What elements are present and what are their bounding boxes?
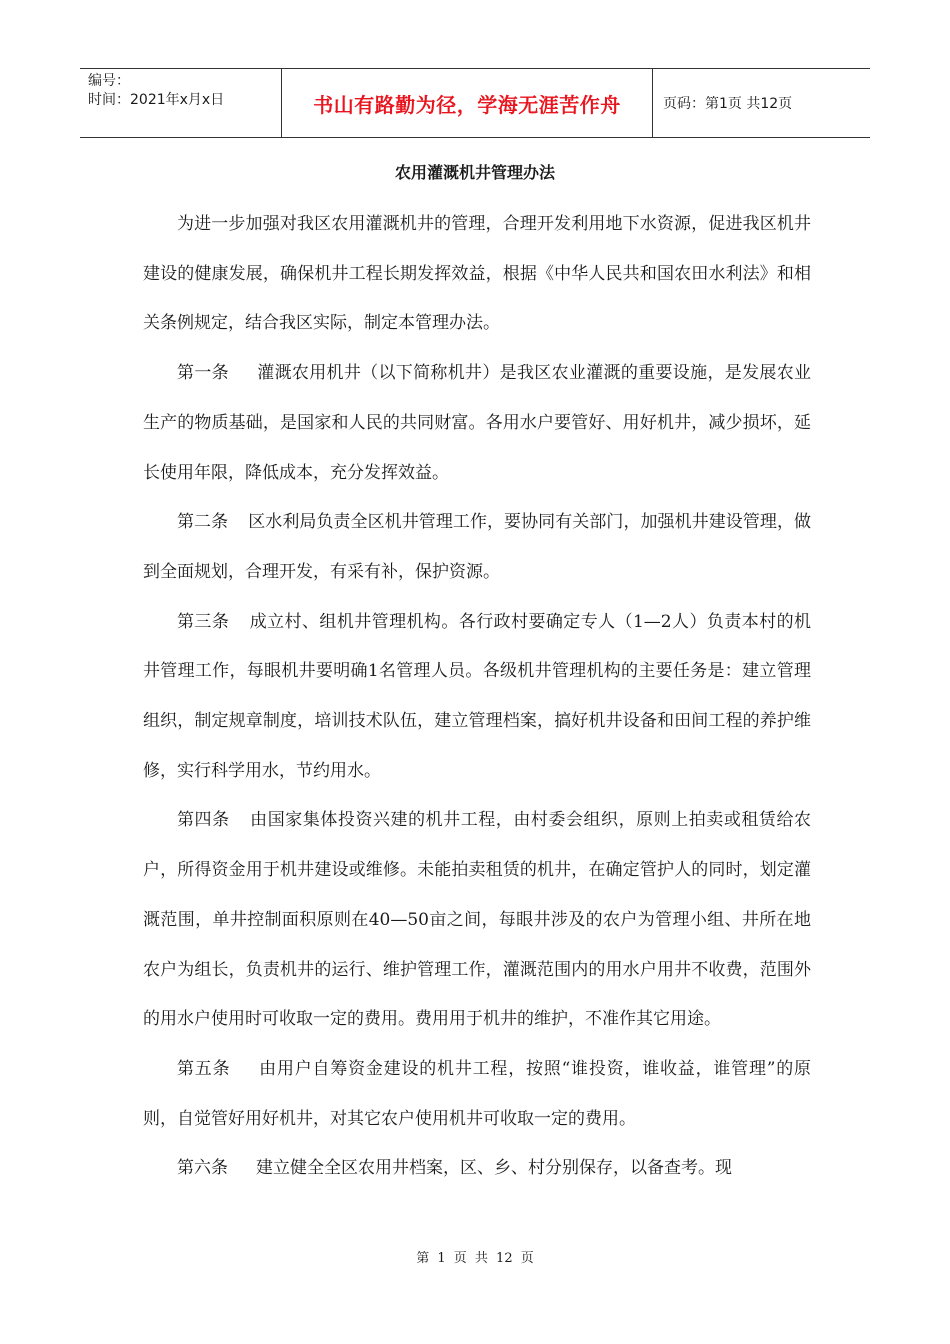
article-number: 第五条 <box>177 1058 231 1079</box>
code-label: 编号： <box>88 73 130 89</box>
header-meta <box>80 69 282 137</box>
paragraph <box>143 796 811 1045</box>
paragraph-text: 为进一步加强对我区农用灌溉机井的管理，合理开发利用地下水资源，促进我区机井建设的健康发展，确保机井工程长期发挥效益，根据《中华人民共和国农田水利法》和相关条例规定，结合我区实际，制定本管理办法。 <box>143 214 811 334</box>
article-number: 第六条 <box>177 1158 228 1179</box>
paragraph-text: 区水利局负责全区机井管理工作，要协同有关部门，加强机井建设管理，做到全面规划，合理开发，有采有补，保护资源。 <box>143 512 812 582</box>
paragraph-text: 灌溉农用机井（以下简称机井）是我区农业灌溉的重要设施，是发展农业生产的物质基础，是国家和人民的共同财富。各用水户要管好、用好机井，减少损坏，延长使用年限，降低成本，充分发挥效益。 <box>143 363 812 483</box>
paragraph-text: 成立村、组机井管理机构。各行政村要确定专人（1—2人）负责本村的机井管理工作，每眼机井要明确1名管理人员。各级机井管理机构的主要任务是：建立管理组织，制定规章制度，培训技术队伍，建立管理档案，搞好机井设备和田间工程的养护维修，实行科学用水，节约用水。 <box>143 611 812 781</box>
header-table <box>80 68 870 138</box>
page-info: 页码：第1页 共12页 <box>663 96 793 112</box>
document-body <box>143 200 811 1194</box>
time-label: 时间：2021年x月x日 <box>88 92 225 108</box>
header-page-cell <box>653 69 870 137</box>
article-number: 第三条 <box>177 611 230 632</box>
article-number: 第一条 <box>177 363 229 384</box>
paragraph <box>143 598 811 797</box>
document-title: 农用灌溉机井管理办法 <box>394 163 555 182</box>
paragraph <box>143 1045 811 1144</box>
article-number: 第四条 <box>177 810 230 831</box>
paragraph <box>143 498 811 597</box>
paragraph-text: 建立健全全区农用井档案，区、乡、村分别保存，以备查考。现 <box>256 1158 732 1179</box>
article-number: 第二条 <box>177 512 229 533</box>
page-footer: 第 1 页 共 12 页 <box>416 1251 534 1266</box>
paragraph <box>143 349 811 498</box>
paragraph <box>143 200 811 349</box>
paragraph <box>143 1144 811 1194</box>
paragraph-text: 由国家集体投资兴建的机井工程，由村委会组织，原则上拍卖或租赁给农户，所得资金用于机井建设或维修。未能拍卖租赁的机井，在确定管护人的同时，划定灌溉范围，单井控制面积原则在40—50亩之间，每眼井涉及的农户为管理小组、井所在地农户为组长，负责机井的运行、维护管理工作，灌溉范围内的用水户用井不收费，范围外的用水户使用时可收取一定的费用。费用用于机井的维护，不准作其它用途。 <box>143 810 812 1030</box>
motto: 书山有路勤为径，学海无涯苦作舟 <box>313 92 621 117</box>
paragraph-text: 由用户自筹资金建设的机井工程，按照“谁投资，谁收益，谁管理”的原则，自觉管好用好机井，对其它农户使用机井可收取一定的费用。 <box>143 1058 811 1129</box>
header-motto-cell <box>282 69 653 137</box>
